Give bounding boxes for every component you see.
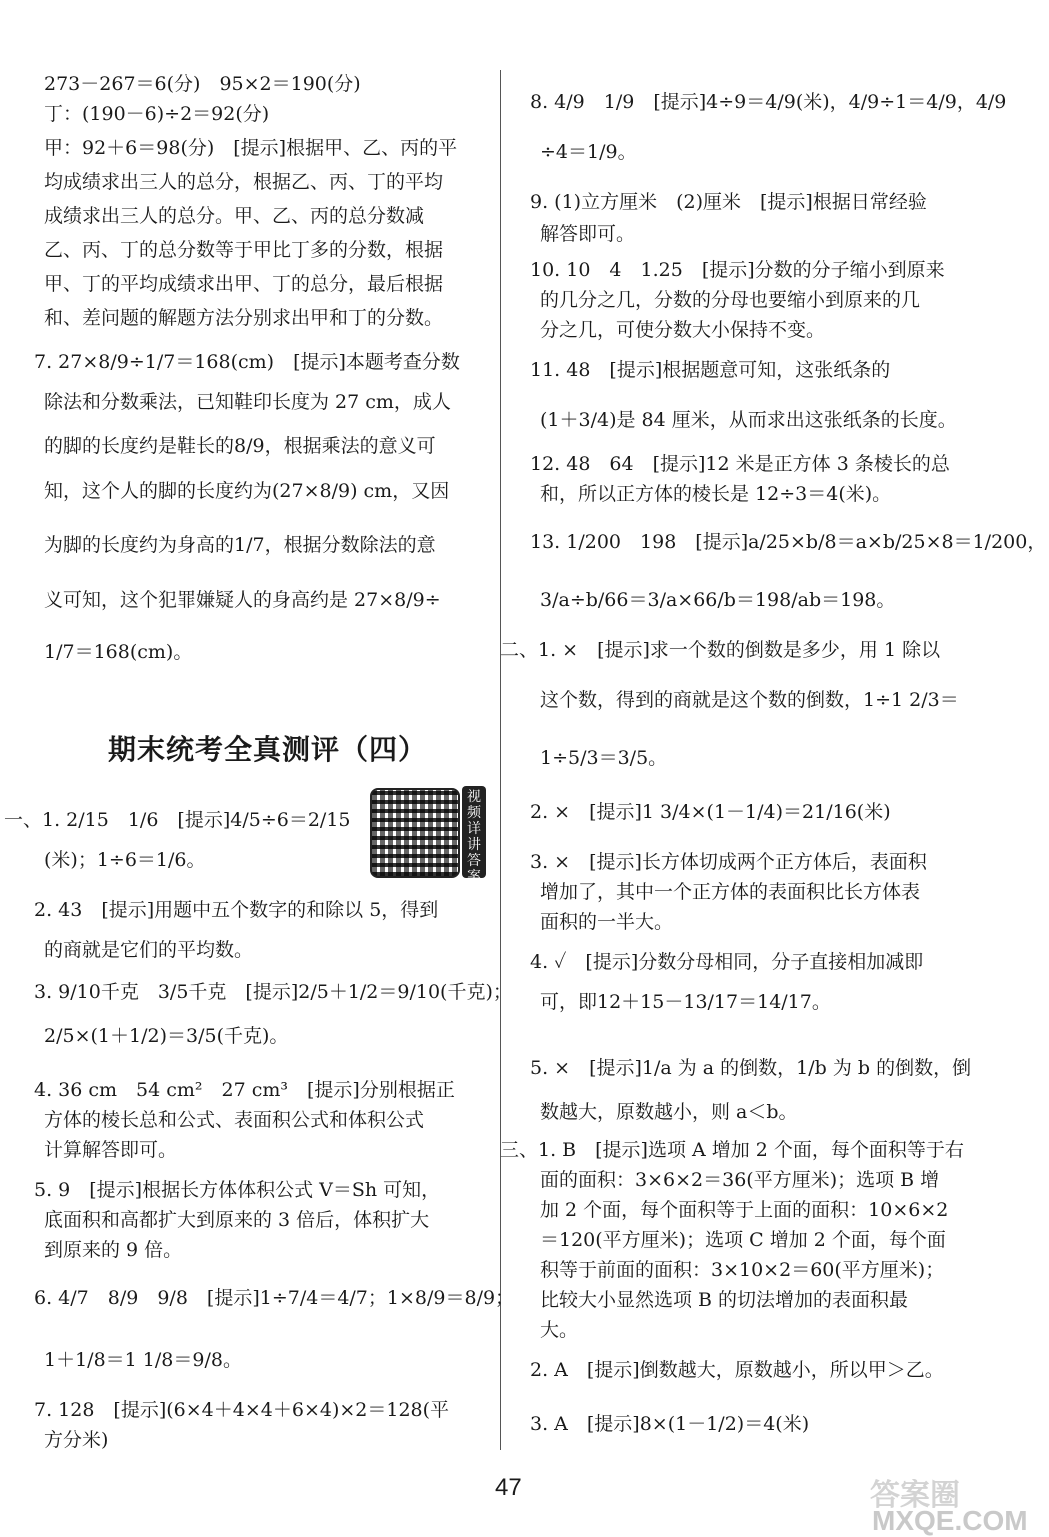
- right-line-14: 这个数，得到的商就是这个数的倒数，1÷1 2/3＝: [540, 689, 959, 711]
- right-line-6: 分之几，可使分数大小保持不变。: [540, 319, 826, 341]
- right-line-13: 二、1. × [提示]求一个数的倒数是多少，用 1 除以: [500, 639, 941, 661]
- right-line-27: ＝120(平方厘米)；选项 C 增加 2 个面，每个面: [540, 1229, 946, 1251]
- column-divider: [500, 70, 501, 1450]
- right-line-22: 5. × [提示]1/a 为 a 的倒数，1/b 为 b 的倒数，倒: [530, 1057, 972, 1079]
- left-line-27: 6. 4/7 8/9 9/8 [提示]1÷7/4＝4/7；1×8/9＝8/9；: [34, 1287, 515, 1309]
- right-line-5: 的几分之几，分数的分母也要缩小到原来的几: [540, 289, 921, 311]
- section-heading: 期末统考全真测评（四）: [108, 734, 428, 765]
- right-line-32: 3. A [提示]8×(1－1/2)＝4(米): [530, 1413, 810, 1435]
- right-line-9: 12. 48 64 [提示]12 米是正方体 3 条棱长的总: [530, 453, 950, 475]
- right-line-19: 面积的一半大。: [540, 911, 674, 933]
- left-line-16: (米)；1÷6＝1/6。: [44, 849, 206, 871]
- right-line-18: 增加了，其中一个正方体的表面积比长方体表: [540, 881, 921, 903]
- right-line-29: 比较大小显然选项 B 的切法增加的表面积最: [540, 1289, 909, 1311]
- left-line-2: 甲：92＋6＝98(分) [提示]根据甲、乙、丙的平: [44, 137, 458, 159]
- left-line-24: 5. 9 [提示]根据长方体体积公式 V＝Sh 可知，: [34, 1179, 441, 1201]
- right-line-10: 和，所以正方体的棱长是 12÷3＝4(米)。: [540, 483, 892, 505]
- left-line-12: 为脚的长度约为身高的1/7，根据分数除法的意: [44, 534, 436, 556]
- left-line-14: 1/7＝168(cm)。: [44, 641, 193, 663]
- qr-code-label: 视频详讲答案: [462, 786, 486, 878]
- left-line-9: 除法和分数乘法，已知鞋印长度为 27 cm，成人: [44, 391, 451, 413]
- left-line-1: 丁：(190－6)÷2＝92(分): [44, 103, 270, 125]
- left-line-21: 4. 36 cm 54 cm² 27 cm³ [提示]分别根据正: [34, 1079, 455, 1101]
- qr-code-icon[interactable]: [370, 788, 460, 878]
- right-line-7: 11. 48 [提示]根据题意可知，这张纸条的: [530, 359, 891, 381]
- left-line-28: 1＋1/8＝1 1/8＝9/8。: [44, 1349, 242, 1371]
- right-line-3: 解答即可。: [540, 223, 636, 245]
- left-line-20: 2/5×(1＋1/2)＝3/5(千克)。: [44, 1025, 289, 1047]
- right-line-31: 2. A [提示]倒数越大，原数越小，所以甲＞乙。: [530, 1359, 944, 1381]
- left-line-11: 知，这个人的脚的长度约为(27×8/9) cm，又因: [44, 480, 450, 502]
- left-line-18: 的商就是它们的平均数。: [44, 939, 254, 961]
- right-line-30: 大。: [540, 1319, 579, 1341]
- right-line-0: 8. 4/9 1/9 [提示]4÷9＝4/9(米)，4/9÷1＝4/9，4/9: [530, 91, 1007, 113]
- right-line-17: 3. × [提示]长方体切成两个正方体后，表面积: [530, 851, 927, 873]
- right-line-23: 数越大，原数越小，则 a＜b。: [540, 1101, 798, 1123]
- left-line-19: 3. 9/10千克 3/5千克 [提示]2/5＋1/2＝9/10(千克)；: [34, 981, 512, 1003]
- right-line-25: 面的面积：3×6×2＝36(平方厘米)；选项 B 增: [540, 1169, 940, 1191]
- right-line-15: 1÷5/3＝3/5。: [540, 747, 668, 769]
- left-line-17: 2. 43 [提示]用题中五个数字的和除以 5，得到: [34, 899, 439, 921]
- left-line-29: 7. 128 [提示](6×4＋4×4＋6×4)×2＝128(平: [34, 1399, 450, 1421]
- left-line-5: 乙、丙、丁的总分数等于甲比丁多的分数，根据: [44, 239, 444, 261]
- right-line-2: 9. (1)立方厘米 (2)厘米 [提示]根据日常经验: [530, 191, 927, 213]
- left-line-26: 到原来的 9 倍。: [44, 1239, 183, 1261]
- right-line-12: 3/a÷b/66＝3/a×66/b＝198/ab＝198。: [540, 589, 896, 611]
- right-line-1: ÷4＝1/9。: [540, 141, 637, 163]
- left-line-15: 一、1. 2/15 1/6 [提示]4/5÷6＝2/15: [4, 809, 351, 831]
- right-line-8: (1＋3/4)是 84 厘米，从而求出这张纸条的长度。: [540, 409, 957, 431]
- left-line-30: 方分米): [44, 1429, 109, 1451]
- right-line-26: 加 2 个面，每个面积等于上面的面积：10×6×2: [540, 1199, 949, 1221]
- right-line-28: 积等于前面的面积：3×10×2＝60(平方厘米)；: [540, 1259, 945, 1281]
- right-line-4: 10. 10 4 1.25 [提示]分数的分子缩小到原来: [530, 259, 945, 281]
- left-line-0: 273－267＝6(分) 95×2＝190(分): [44, 73, 361, 95]
- watermark-url: MXQE.COM: [872, 1505, 1028, 1536]
- left-line-25: 底面积和高都扩大到原来的 3 倍后，体积扩大: [44, 1209, 430, 1231]
- left-line-8: 7. 27×8/9÷1/7＝168(cm) [提示]本题考查分数: [34, 351, 460, 373]
- left-line-13: 义可知，这个犯罪嫌疑人的身高约是 27×8/9÷: [44, 589, 441, 611]
- page-number: 47: [495, 1474, 522, 1501]
- left-line-6: 甲、丁的平均成绩求出甲、丁的总分，最后根据: [44, 273, 444, 295]
- left-line-23: 计算解答即可。: [44, 1139, 178, 1161]
- watermark-logo: 答案圈: [870, 1479, 960, 1512]
- left-line-4: 成绩求出三人的总分。甲、乙、丙的总分数减: [44, 205, 425, 227]
- right-line-11: 13. 1/200 198 [提示]a/25×b/8＝a×b/25×8＝1/200，: [530, 531, 1047, 553]
- right-line-16: 2. × [提示]1 3/4×(1－1/4)＝21/16(米): [530, 801, 891, 823]
- left-line-22: 方体的棱长总和公式、表面积公式和体积公式: [44, 1109, 425, 1131]
- left-line-7: 和、差问题的解题方法分别求出甲和丁的分数。: [44, 307, 444, 329]
- right-line-24: 三、1. B [提示]选项 A 增加 2 个面，每个面积等于右: [500, 1139, 964, 1161]
- left-line-3: 均成绩求出三人的总分，根据乙、丙、丁的平均: [44, 171, 444, 193]
- left-line-10: 的脚的长度约是鞋长的8/9，根据乘法的意义可: [44, 435, 436, 457]
- right-line-21: 可，即12＋15－13/17＝14/17。: [540, 991, 831, 1013]
- right-line-20: 4. ✓ [提示]分数分母相同，分子直接相加减即: [530, 951, 924, 973]
